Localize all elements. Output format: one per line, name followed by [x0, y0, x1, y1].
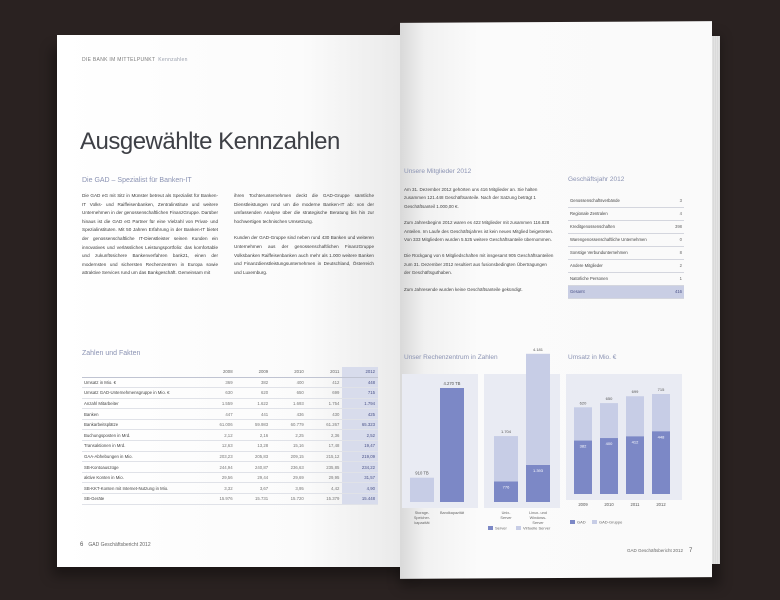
- legend-swatch: [516, 526, 521, 530]
- legend-label: Server: [495, 525, 507, 531]
- table-cell: 1.754: [307, 398, 343, 409]
- table-cell: 215,12: [307, 451, 343, 462]
- facts-table: [82, 367, 378, 505]
- row-value: 4: [670, 207, 684, 220]
- table-cell: 15.720: [271, 494, 307, 505]
- bar-value-label: 776: [502, 484, 510, 490]
- table-row: [568, 272, 684, 285]
- row-label: Genossenschaftsverbände: [568, 194, 670, 207]
- legend-label: Virtuelle Server: [523, 525, 551, 531]
- year-header-current: 2012: [342, 367, 378, 377]
- legend-swatch: [592, 520, 597, 524]
- row-label: Banken: [82, 409, 200, 420]
- table-row: [82, 451, 378, 462]
- table-cell: 244,94: [200, 462, 236, 473]
- table-row: [82, 409, 378, 420]
- table-row: [82, 398, 378, 409]
- table-cell: 369: [200, 377, 236, 388]
- facts-header-row: [82, 367, 378, 377]
- section-subheading: Die GAD – Spezialist für Banken-IT: [82, 177, 192, 184]
- table-cell: 4,90: [342, 483, 378, 494]
- bar-value-label: 382: [579, 443, 587, 449]
- footer-label-left: GAD Geschäftsbericht 2012: [88, 542, 151, 548]
- table-cell: 240,87: [236, 462, 272, 473]
- bar-gad-revenue: [626, 436, 644, 494]
- table-cell: 59.983: [236, 419, 272, 430]
- table-row: [82, 483, 378, 494]
- intro-paragraph-3: Kunden der GAD-Gruppe sind neben rund 430 Banken und weiteren Unternehmen aus der genossenschaftlichen FinanzGruppe Volksbanken Raiffeisenbanken auch mehr als 1.000 weitere Banken und Finanzdienstleistungsunternehmen in Deutschland, Österreich und Luxemburg.: [234, 235, 374, 275]
- table-cell: 3,32: [200, 483, 236, 494]
- table-cell: 15,16: [271, 441, 307, 452]
- table-cell: 203,23: [200, 451, 236, 462]
- table-cell: 219,09: [342, 451, 378, 462]
- row-label: Sonstige Verbundunternehmen: [568, 246, 670, 259]
- table-cell: 17,48: [307, 441, 343, 452]
- category-label: Server: [532, 521, 544, 525]
- table-cell: 15.448: [342, 494, 378, 505]
- row-label: Natürliche Personen: [568, 272, 670, 285]
- table-cell: 1.622: [236, 398, 272, 409]
- row-label: Gesamt: [568, 285, 670, 298]
- row-value: 398: [670, 220, 684, 233]
- year-header: 2008: [200, 367, 236, 377]
- members-paragraph-1: Am 31. Dezember 2012 gehörten uns 416 Mitglieder an. Sie halten zusammen 121.448 Geschäftsanteile. Nach der Satzung beträgt 1 Geschäftsanteil 1.000,00 €.: [404, 187, 538, 209]
- bar-virtual-server: [494, 436, 518, 481]
- year-label: 2011: [630, 502, 640, 507]
- table-cell: 715: [342, 388, 378, 399]
- row-label: Umsatz in Mio. €: [82, 377, 200, 388]
- row-label: SB-Geräte: [82, 494, 200, 505]
- bar-value-label: 448: [657, 434, 665, 440]
- bar-value-label: 4.270 TB: [443, 381, 461, 386]
- intro-text-column-2: [234, 192, 374, 285]
- row-label: Transaktionen in Mrd.: [82, 441, 200, 452]
- bar-value-label: 412: [631, 439, 639, 445]
- gj-title: Geschäftsjahr 2012: [568, 176, 625, 183]
- intro-paragraph-1: Die GAD eG mit Sitz in Münster betreut als Spezialist für Banken-IT Volks- und Raiffeisenbanken, Zentralinstitute und weitere Unternehmen in der genossenschaftlichen FinanzGruppe. Darüber hinaus ist die GAD eG Partner für eine Vielzahl von Privat- und Spezialinstituten. Mit 50 Jahren Erfahrung in der Banken-IT bietet der genossenschaftliche IT-Dienstleister seinen Kunden ein innovatives und verlässliches Leistungsportfolio: das komfortable und zukunftssichere Bankenverfahren bank21, einen der modernsten und sichersten Rechenzentren in Europa sowie attraktive Services rund um das Bankgeschäft. Gemeinsam mit: [82, 193, 218, 276]
- row-label: Warengenossenschaftliche Unternehmen: [568, 233, 670, 246]
- table-row: [82, 441, 378, 452]
- table-cell: 15.379: [307, 494, 343, 505]
- table-cell: 620: [236, 388, 272, 399]
- table-cell: 234,22: [342, 462, 378, 473]
- row-label: SB-Kontoauszüge: [82, 462, 200, 473]
- table-cell: 382: [236, 377, 272, 388]
- row-label: Bankarbeitsplätze: [82, 419, 200, 430]
- revenue-chart-legend: [570, 520, 623, 525]
- table-cell: 441: [236, 409, 272, 420]
- category-label: Speicher-: [413, 516, 431, 520]
- gj-body: [568, 194, 684, 298]
- table-row: [568, 207, 684, 220]
- row-label: GAA-Abhebungen in Mio.: [82, 451, 200, 462]
- table-cell: 425: [342, 409, 378, 420]
- bar-value-label: 1.704: [500, 429, 512, 435]
- row-label: Kreditgenossenschaften: [568, 220, 670, 233]
- table-cell: 1.794: [342, 398, 378, 409]
- table-row: [568, 259, 684, 272]
- members-breakdown-table: [568, 194, 684, 299]
- bar-gad-revenue: [574, 441, 592, 494]
- category-label: Unix-: [501, 511, 511, 515]
- table-cell: 1.559: [200, 398, 236, 409]
- bar-gad-revenue: [652, 431, 670, 494]
- facts-header-blank: [82, 367, 200, 377]
- table-row: [82, 377, 378, 388]
- bar-gad-revenue: [600, 438, 618, 494]
- table-cell: 2,25: [271, 430, 307, 441]
- table-cell: 31,57: [342, 472, 378, 483]
- table-cell: 209,15: [271, 451, 307, 462]
- table-cell: 205,83: [236, 451, 272, 462]
- members-paragraph-4: Zum Jahresende wurden keine Geschäftsanteile gekündigt.: [404, 286, 523, 292]
- table-cell: 61.267: [307, 419, 343, 430]
- row-label: Umsatz GAD-Unternehmensgruppe in Mio. €: [82, 388, 200, 399]
- row-label: Buchungsposten in Mrd.: [82, 430, 200, 441]
- table-cell: 2,12: [200, 430, 236, 441]
- year-label: 2009: [578, 502, 588, 507]
- table-row: [568, 233, 684, 246]
- revenue-chart-title: Umsatz in Mio. €: [568, 354, 617, 361]
- row-label: Andere Mitglieder: [568, 259, 670, 272]
- row-label: SB-KKT-Konten mit Internet-Nutzung in Mio.: [82, 483, 200, 494]
- members-text: [404, 186, 554, 302]
- bar-value-label: 650: [605, 396, 613, 402]
- table-cell: 12,63: [200, 441, 236, 452]
- table-row: [82, 430, 378, 441]
- row-label: Anzahl Mitarbeiter: [82, 398, 200, 409]
- footer-right: [627, 548, 692, 554]
- facts-title: Zahlen und Fakten: [82, 350, 141, 357]
- table-cell: 699: [307, 388, 343, 399]
- bar-virtual-server: [526, 354, 550, 465]
- table-row: [82, 388, 378, 399]
- table-cell: 3,95: [271, 483, 307, 494]
- table-row: [82, 472, 378, 483]
- running-header-section: DIE BANK IM MITTELPUNKT: [82, 57, 156, 63]
- table-cell: 630: [200, 388, 236, 399]
- intro-text-column-1: [82, 192, 218, 278]
- legend-label: GAD-Gruppe: [599, 519, 623, 525]
- bar-value-label: 1.393: [532, 467, 544, 473]
- table-cell: 19,47: [342, 441, 378, 452]
- table-row: [82, 494, 378, 505]
- row-value: 3: [670, 194, 684, 207]
- category-label: kapazität: [414, 521, 430, 525]
- table-cell: 400: [271, 377, 307, 388]
- server-chart-legend: [488, 526, 551, 531]
- year-header: 2010: [271, 367, 307, 377]
- category-label: Windows-: [529, 516, 547, 520]
- legend-swatch: [488, 526, 493, 530]
- bar: [410, 478, 434, 502]
- table-cell: 430: [307, 409, 343, 420]
- table-cell: 61.006: [200, 419, 236, 430]
- year-label: 2010: [604, 502, 614, 507]
- row-value: 2: [670, 259, 684, 272]
- bar-value-label: 910 TB: [415, 470, 429, 476]
- table-cell: 2,52: [342, 430, 378, 441]
- table-row: [82, 462, 378, 473]
- row-value: 416: [670, 285, 684, 298]
- footer-left: [80, 542, 151, 548]
- table-cell: 65.323: [342, 419, 378, 430]
- page-number-left: 6: [80, 542, 84, 548]
- members-paragraph-3: Die Rückgang von 6 Mitgliedschaften mit insgesamt 905 Geschäftsanteilen zum 31. Dezember 2012 resultiert aus fusionsbedingten Übertragungen der Geschäftsguthaben.: [404, 253, 554, 276]
- running-header: [82, 57, 188, 63]
- intro-paragraph-2: ihren Tochterunternehmen deckt die GAD-Gruppe sämtliche Dienstleistungen rund um die moderne Banken-IT ab: von der umfassenden Analyse über die strategische Beratung bis hin zur hochwertigen technischen Umsetzung.: [234, 193, 374, 224]
- row-label: Regionale Zentralen: [568, 207, 670, 220]
- table-cell: 236,63: [271, 462, 307, 473]
- table-cell: 29,44: [236, 472, 272, 483]
- category-label: Linux- und: [529, 511, 547, 515]
- row-value: 1: [670, 272, 684, 285]
- table-cell: 13,28: [236, 441, 272, 452]
- datacenter-title: Unser Rechenzentrum in Zahlen: [404, 354, 498, 361]
- bar-value-label: 4.181: [532, 346, 544, 352]
- table-cell: 1.693: [271, 398, 307, 409]
- category-label: Bandkapazität: [439, 511, 465, 515]
- row-label: aktive Konten in Mio.: [82, 472, 200, 483]
- table-cell: 2,16: [236, 430, 272, 441]
- table-cell: 15.976: [200, 494, 236, 505]
- year-header: 2011: [307, 367, 343, 377]
- page-number-right: 7: [689, 548, 693, 554]
- category-label: Server: [500, 516, 512, 520]
- year-header: 2009: [236, 367, 272, 377]
- table-cell: 29,56: [200, 472, 236, 483]
- table-cell: 447: [200, 409, 236, 420]
- members-paragraph-2: Zum Jahresbeginn 2012 waren es 422 Mitglieder mit zusammen 116.828 Anteilen. Im Laufe des Geschäftsjahres ist kein neues Mitglied beigetreten. Von 333 Mitgliedern wurden 5.525 weitere Geschäftsanteile übernommen.: [404, 220, 554, 243]
- running-header-sub: Kennzahlen: [158, 57, 188, 63]
- row-value: 0: [670, 233, 684, 246]
- bar-value-label: 699: [631, 389, 639, 395]
- table-cell: 29,69: [271, 472, 307, 483]
- bar-value-label: 400: [605, 441, 613, 447]
- legend-label: GAD: [577, 519, 586, 525]
- table-cell: 2,36: [307, 430, 343, 441]
- table-row: [568, 220, 684, 233]
- bar: [440, 388, 464, 502]
- table-cell: 4,42: [307, 483, 343, 494]
- facts-body: [82, 377, 378, 504]
- table-cell: 29,95: [307, 472, 343, 483]
- row-value: 8: [670, 246, 684, 259]
- table-cell: 650: [271, 388, 307, 399]
- table-row: [82, 419, 378, 430]
- page-title: Ausgewählte Kennzahlen: [80, 128, 340, 155]
- table-cell: 436: [271, 409, 307, 420]
- footer-label-right: GAD Geschäftsbericht 2012: [627, 548, 684, 553]
- table-cell: 448: [342, 377, 378, 388]
- category-label: Storage-: [414, 511, 430, 515]
- year-label: 2012: [656, 502, 666, 507]
- table-cell: 3,67: [236, 483, 272, 494]
- members-title: Unsere Mitglieder 2012: [404, 168, 472, 175]
- table-cell: 235,85: [307, 462, 343, 473]
- bar-value-label: 620: [579, 400, 587, 406]
- table-row: [568, 246, 684, 259]
- table-cell: 15.731: [236, 494, 272, 505]
- legend-swatch: [570, 520, 575, 524]
- table-cell: 60.779: [271, 419, 307, 430]
- table-row: [568, 285, 684, 298]
- bar-value-label: 715: [657, 387, 665, 392]
- table-cell: 412: [307, 377, 343, 388]
- table-row: [568, 194, 684, 207]
